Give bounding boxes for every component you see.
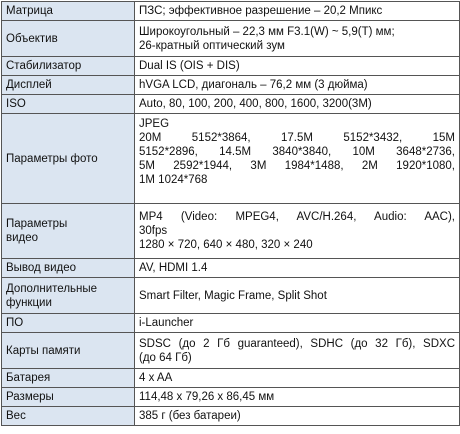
row-label: Объектив [2,21,135,57]
row-value: 114,48 x 79,26 x 86,45 мм [135,388,460,407]
row-label: Стабилизатор [2,57,135,76]
table-row [2,407,460,426]
table-row [2,57,460,76]
table-row [2,2,460,21]
row-label: Дисплей [2,76,135,95]
row-label: Параметры фото [2,114,135,204]
row-value: Dual IS (OIS + DIS) [135,57,460,76]
row-value: 385 г (без батареи) [135,407,460,426]
row-label: Матрица [2,2,135,21]
table-row [2,369,460,388]
row-value: MP4 (Video: MPEG4, AVC/H.264, Audio: AAC), 30fps 1280 × 720, 640 × 480, 320 × 240 [135,204,460,259]
table-row [2,204,460,259]
row-value: i-Launcher [135,314,460,333]
row-label: Батарея [2,369,135,388]
row-label: ISO [2,95,135,114]
table-row [2,333,460,369]
row-value: AV, HDMI 1.4 [135,259,460,278]
row-value: hVGA LCD, диагональ – 76,2 мм (3 дюйма) [135,76,460,95]
table-row [2,314,460,333]
row-label: Вес [2,407,135,426]
row-label: Размеры [2,388,135,407]
row-label: ПО [2,314,135,333]
table-row [2,76,460,95]
row-label: Карты памяти [2,333,135,369]
row-value: SDSC (до 2 Гб guaranteed), SDHC (до 32 Гб), SDXC (до 64 Гб) [135,333,460,369]
row-label: Параметры видео [2,204,135,259]
table-row [2,388,460,407]
row-value: Auto, 80, 100, 200, 400, 800, 1600, 3200(3M) [135,95,460,114]
table-row [2,259,460,278]
row-label: Дополнительные функции [2,278,135,314]
row-value: ПЗС; эффективное разрешение – 20,2 Мпикс [135,2,460,21]
table-row [2,278,460,314]
table-row [2,95,460,114]
row-value: JPEG 20M 5152*3864, 17.5M 5152*3432, 15M 5152*2896, 14.5M 3840*3840, 10M 3648*2736, 5M 2592*1944, 3M 1984*1488, 2M 1920*1080, 1M 1024*768 [135,114,460,204]
row-value: Широкоугольный – 22,3 мм F3.1(W) ~ 5,9(T) мм; 26-кратный оптический зум [135,21,460,57]
row-value: 4 x AA [135,369,460,388]
row-label: Вывод видео [2,259,135,278]
table-row [2,114,460,204]
row-value: Smart Filter, Magic Frame, Split Shot [135,278,460,314]
table-row [2,21,460,57]
spec-table [1,1,460,426]
